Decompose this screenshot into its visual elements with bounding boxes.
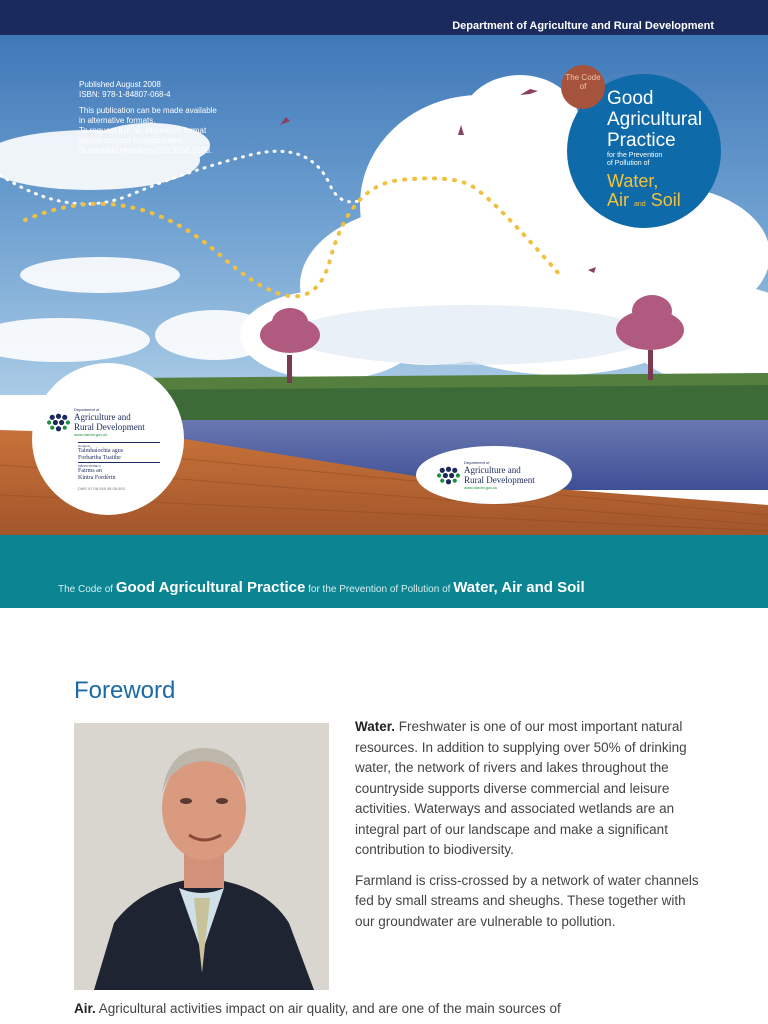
logo-language-lines: An Roinn Talmhaíochta agus Forbartha Tuaithe MÄNNYSTRIE O Fairms an Kintra Fordèrin DMS 07.08.049 08.08.093 [78,442,160,491]
farmland-paragraph: Farmland is criss-crossed by a network of water channels fed by small streams and sheughs. These together with our groundwater are vulnerable to pollution. [355,872,699,929]
water-paragraph: Water. Freshwater is one of our most important natural resources. In addition to supplying over 50% of drinking water, the network of rivers and lakes throughout the countryside supports diverse commercial and leisure activities. Waterways and associated wetlands are an integral part of our landscape and make a significant contribution to biodiversity. [355,719,687,857]
grapes-logo-icon [436,463,461,488]
alt-format-line: This publication can be made available [79,106,217,115]
title-band [0,535,768,608]
cover-title: Good Agricultural Practice [607,88,703,151]
published-date: Published August 2008 [79,80,161,89]
isbn: ISBN: 978-1-84807-068-4 [79,90,171,99]
dard-logo-oval: Department of Agriculture and Rural Development www.dardni.gov.uk [416,446,572,504]
top-bar [0,0,768,35]
water-air-soil: Water, Air and Soil [607,171,681,210]
author-photo [74,723,329,990]
alt-format-line: Dundonald House on 028 9052 0100. [79,146,212,155]
air-paragraph: Air. Agricultural activities impact on air quality, and are one of the main sources of [74,1001,561,1016]
alt-format-line: To request it in an alternative format [79,126,207,135]
foreword-right-column [355,717,700,942]
alt-format-line: please contact Headquarters, [79,136,184,145]
cover-subtitle: for the Prevention of Pollution of [607,152,663,167]
the-code-of-badge [561,65,605,109]
dard-logo-circle: Department of Agriculture and Rural Development www.dardni.gov.uk [32,363,184,515]
publication-info [79,80,249,162]
foreword-heading: Foreword [74,677,176,704]
grapes-logo-icon [46,410,71,435]
band-title: The Code of Good Agricultural Practice for the Prevention of Pollution of Water, Air and Soil [58,579,585,596]
department-header: Department of Agriculture and Rural Development [452,20,714,32]
alt-format-line: in alternative formats. [79,116,156,125]
the-code-of-text: The Code of [565,73,601,91]
